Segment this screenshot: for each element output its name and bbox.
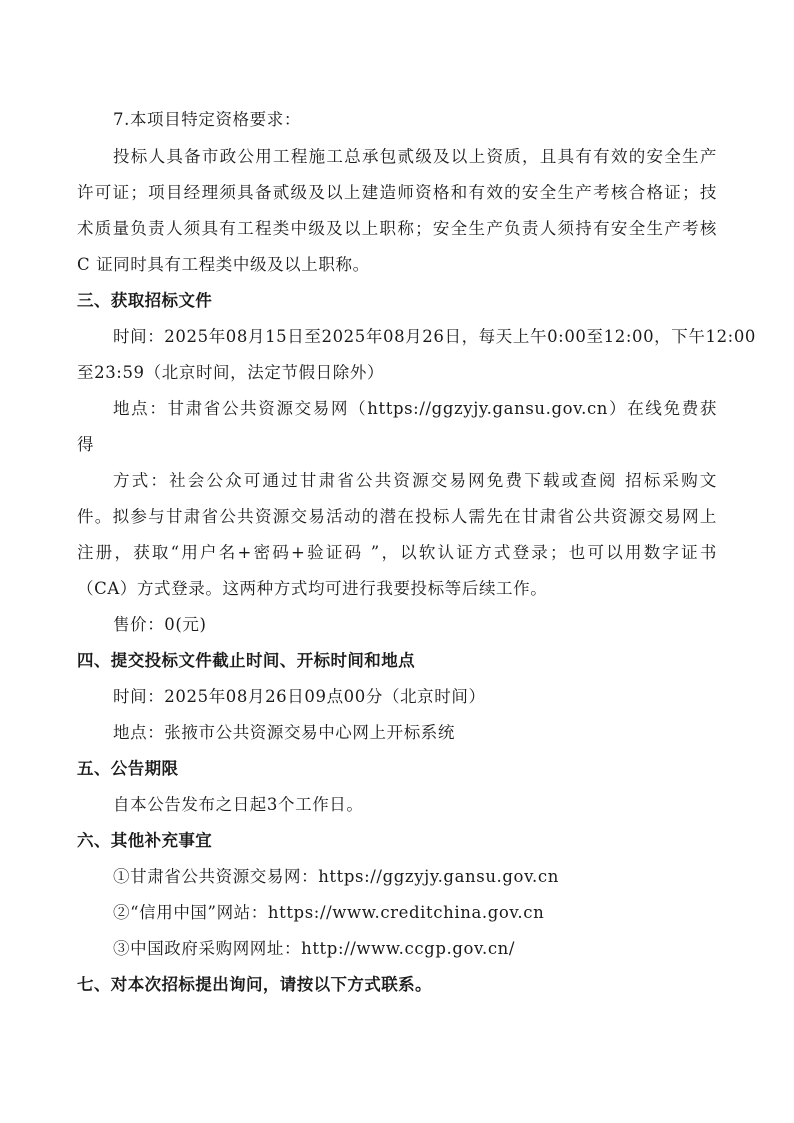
section-heading: 六、其他补充事宜 — [77, 831, 213, 850]
paragraph-line: 得 — [77, 435, 95, 454]
section-heading: 四、提交投标文件截止时间、开标时间和地点 — [77, 651, 415, 670]
paragraph-line: 地点：甘肃省公共资源交易网（https://ggzyjy.gansu.gov.cn）在线免费获 — [113, 399, 717, 418]
paragraph-line: 术质量负责人须具有工程类中级及以上职称；安全生产负责人须持有安全生产考核 — [77, 219, 717, 238]
paragraph-line: 自本公告发布之日起3个工作日。 — [113, 795, 364, 814]
paragraph-line: 时间：2025年08月15日至2025年08月26日，每天上午0:00至12:00，下午12:00 — [113, 327, 757, 346]
paragraph-line: 投标人具备市政公用工程施工总承包贰级及以上资质，且具有有效的安全生产 — [113, 147, 717, 166]
paragraph-line: 许可证；项目经理须具备贰级及以上建造师资格和有效的安全生产考核合格证；技 — [77, 183, 717, 202]
paragraph-line: 件。拟参与甘肃省公共资源交易活动的潜在投标人需先在甘肃省公共资源交易网上 — [77, 507, 717, 526]
paragraph-line: （CA）方式登录。这两种方式均可进行我要投标等后续工作。 — [77, 579, 548, 598]
list-item: ②“信用中国”网站：https://www.creditchina.gov.cn — [113, 903, 545, 922]
paragraph-line: 时间：2025年08月26日09点00分（北京时间） — [113, 687, 486, 706]
paragraph-line: 地点：张掖市公共资源交易中心网上开标系统 — [113, 723, 455, 742]
section-heading: 三、获取招标文件 — [77, 291, 213, 310]
qualification-title: 7.本项目特定资格要求： — [113, 110, 301, 129]
paragraph-line: 方式：社会公众可通过甘肃省公共资源交易网免费下载或查阅 招标采购文 — [113, 471, 717, 490]
paragraph-line: C 证同时具有工程类中级及以上职称。 — [77, 255, 370, 274]
section-heading: 七、对本次招标提出询问，请按以下方式联系。 — [77, 975, 432, 994]
paragraph-line: 注册，获取“用户名+密码+验证码 ”，以软认证方式登录；也可以用数字证书 — [77, 543, 717, 562]
paragraph-line: 至23:59（北京时间，法定节假日除外） — [77, 363, 385, 382]
list-item: ③中国政府采购网网址：http://www.ccgp.gov.cn/ — [113, 939, 516, 958]
price-line: 售价：0(元) — [113, 615, 207, 634]
list-item: ①甘肃省公共资源交易网：https://ggzyjy.gansu.gov.cn — [113, 867, 559, 886]
section-heading: 五、公告期限 — [77, 759, 179, 778]
